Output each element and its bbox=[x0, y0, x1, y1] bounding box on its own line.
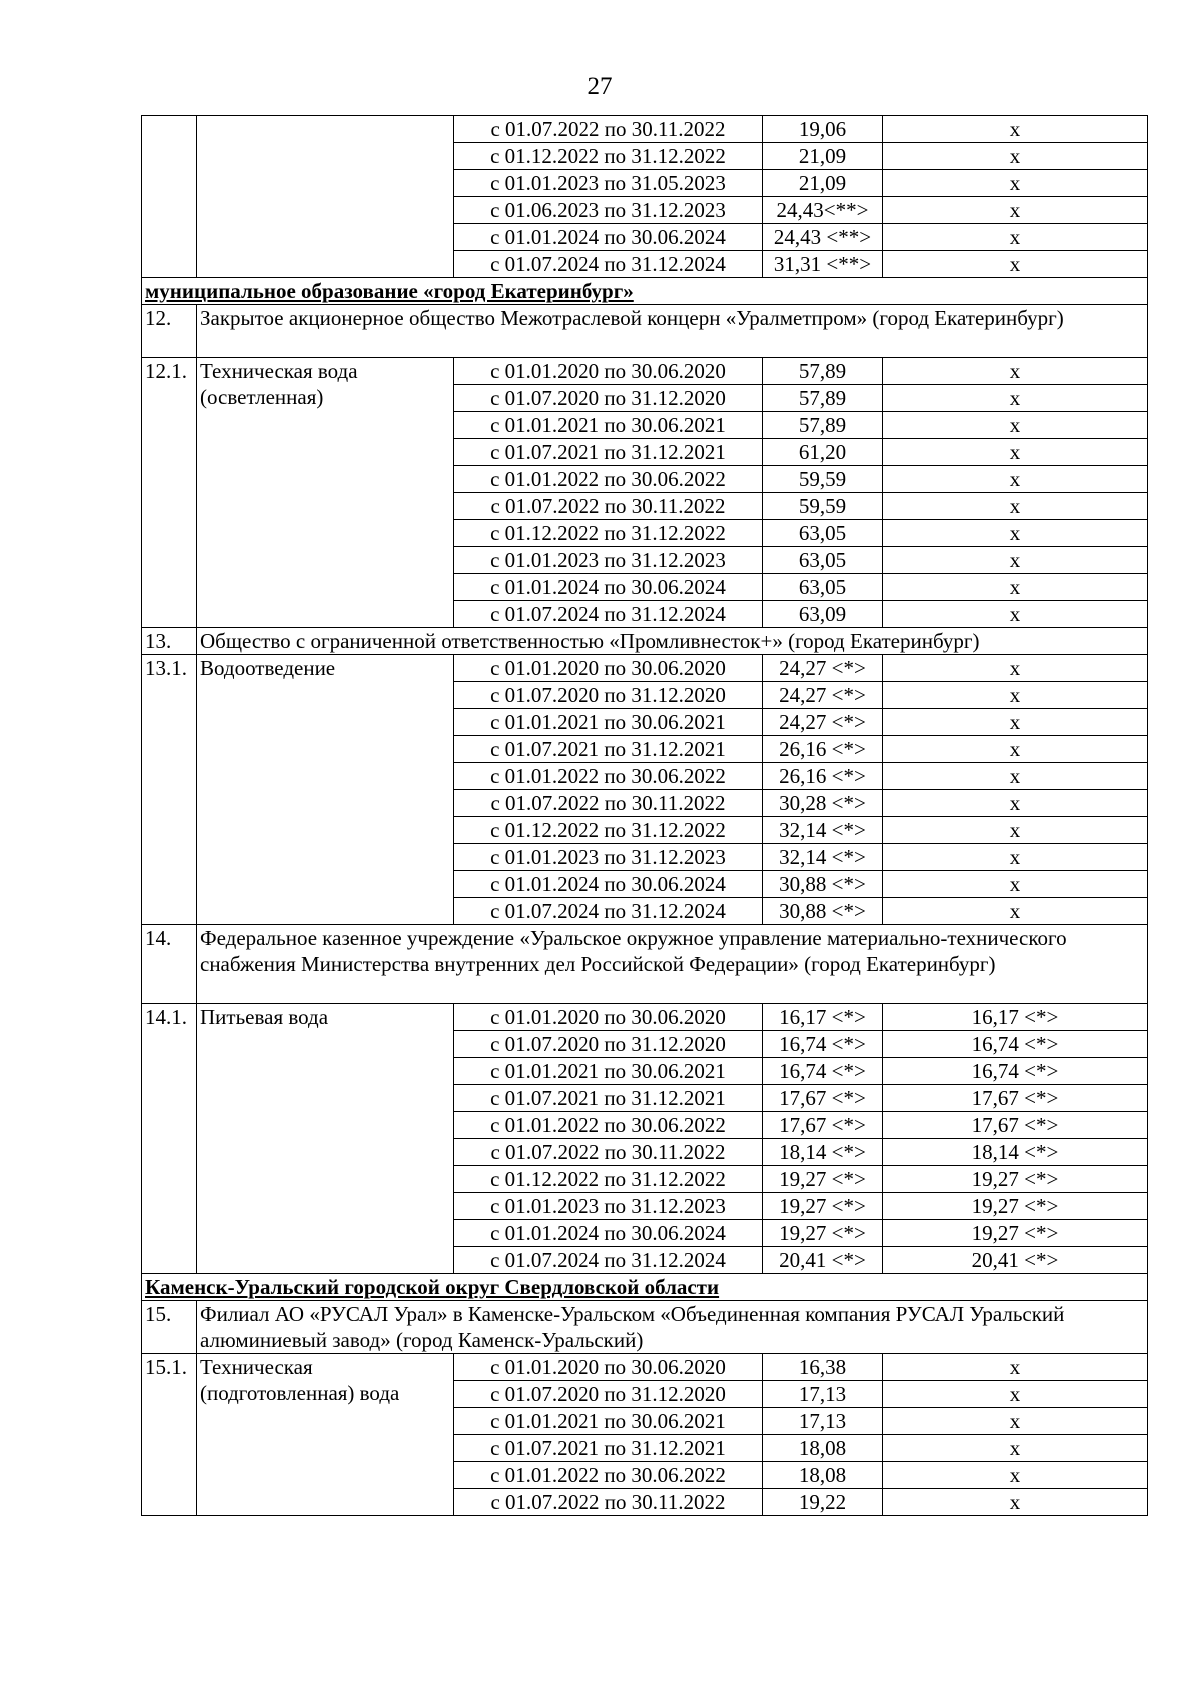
rate-cell: 63,05 bbox=[763, 520, 883, 547]
rate-cell: 24,43<**> bbox=[763, 197, 883, 224]
rate-cell-2: 17,67 <*> bbox=[883, 1085, 1148, 1112]
period-cell: с 01.01.2021 по 30.06.2021 bbox=[454, 1058, 763, 1085]
rate-cell-2: х bbox=[883, 412, 1148, 439]
rate-cell-2: х bbox=[883, 790, 1148, 817]
period-cell: с 01.01.2024 по 30.06.2024 bbox=[454, 1220, 763, 1247]
organization-row bbox=[142, 305, 1148, 358]
section-title: муниципальное образование «город Екатеринбург» bbox=[142, 278, 1148, 305]
period-cell: с 01.07.2021 по 31.12.2021 bbox=[454, 1085, 763, 1112]
rate-cell-2: х bbox=[883, 574, 1148, 601]
row-number: 14.1. bbox=[142, 1004, 197, 1274]
period-cell: с 01.07.2020 по 31.12.2020 bbox=[454, 682, 763, 709]
rate-cell-2: х bbox=[883, 170, 1148, 197]
rate-cell-2: х bbox=[883, 1381, 1148, 1408]
rate-cell-2: х bbox=[883, 709, 1148, 736]
rate-cell: 18,08 bbox=[763, 1462, 883, 1489]
rate-cell-2: х bbox=[883, 817, 1148, 844]
rate-cell-2: х bbox=[883, 763, 1148, 790]
rate-cell: 24,27 <*> bbox=[763, 682, 883, 709]
period-cell: с 01.01.2020 по 30.06.2020 bbox=[454, 358, 763, 385]
rate-cell: 19,06 bbox=[763, 116, 883, 143]
rate-cell: 61,20 bbox=[763, 439, 883, 466]
rate-cell-2: х bbox=[883, 143, 1148, 170]
rate-cell-2: 16,17 <*> bbox=[883, 1004, 1148, 1031]
rate-cell: 30,88 <*> bbox=[763, 898, 883, 925]
table-row bbox=[142, 116, 1148, 143]
table-row bbox=[142, 358, 1148, 385]
rate-cell: 26,16 <*> bbox=[763, 763, 883, 790]
period-cell: с 01.01.2023 по 31.12.2023 bbox=[454, 1193, 763, 1220]
row-number: 15. bbox=[142, 1301, 197, 1354]
rate-cell: 17,13 bbox=[763, 1381, 883, 1408]
rate-cell: 57,89 bbox=[763, 385, 883, 412]
service-name: Водоотведение bbox=[197, 655, 454, 925]
service-name bbox=[197, 116, 454, 278]
organization-row bbox=[142, 1301, 1148, 1354]
period-cell: с 01.07.2022 по 30.11.2022 bbox=[454, 790, 763, 817]
period-cell: с 01.01.2020 по 30.06.2020 bbox=[454, 1004, 763, 1031]
rate-cell-2: х bbox=[883, 493, 1148, 520]
period-cell: с 01.12.2022 по 31.12.2022 bbox=[454, 143, 763, 170]
period-cell: с 01.12.2022 по 31.12.2022 bbox=[454, 817, 763, 844]
rate-cell: 31,31 <**> bbox=[763, 251, 883, 278]
period-cell: с 01.01.2022 по 30.06.2022 bbox=[454, 1462, 763, 1489]
rate-cell: 63,05 bbox=[763, 574, 883, 601]
rate-cell: 19,27 <*> bbox=[763, 1166, 883, 1193]
period-cell: с 01.01.2024 по 30.06.2024 bbox=[454, 574, 763, 601]
rate-cell: 18,08 bbox=[763, 1435, 883, 1462]
rate-cell-2: х bbox=[883, 871, 1148, 898]
period-cell: с 01.01.2020 по 30.06.2020 bbox=[454, 1354, 763, 1381]
rate-cell-2: 19,27 <*> bbox=[883, 1166, 1148, 1193]
period-cell: с 01.01.2021 по 30.06.2021 bbox=[454, 1408, 763, 1435]
service-name: Питьевая вода bbox=[197, 1004, 454, 1274]
rate-cell: 21,09 bbox=[763, 170, 883, 197]
rate-cell-2: 16,74 <*> bbox=[883, 1031, 1148, 1058]
rate-cell: 20,41 <*> bbox=[763, 1247, 883, 1274]
period-cell: с 01.01.2023 по 31.05.2023 bbox=[454, 170, 763, 197]
rate-cell: 63,05 bbox=[763, 547, 883, 574]
rate-cell: 17,13 bbox=[763, 1408, 883, 1435]
service-name: Техническая вода (осветленная) bbox=[197, 358, 454, 628]
rate-cell-2: х bbox=[883, 466, 1148, 493]
rate-cell: 19,22 bbox=[763, 1489, 883, 1516]
row-number: 13. bbox=[142, 628, 197, 655]
period-cell: с 01.07.2020 по 31.12.2020 bbox=[454, 385, 763, 412]
rate-cell-2: х bbox=[883, 1489, 1148, 1516]
period-cell: с 01.07.2022 по 30.11.2022 bbox=[454, 1489, 763, 1516]
organization-name: Закрытое акционерное общество Межотраслевой концерн «Уралметпром» (город Екатеринбург) bbox=[197, 305, 1148, 358]
section-title: Каменск-Уральский городской округ Свердловской области bbox=[142, 1274, 1148, 1301]
organization-name: Общество с ограниченной ответственностью «Промливнесток+» (город Екатеринбург) bbox=[197, 628, 1148, 655]
period-cell: с 01.07.2024 по 31.12.2024 bbox=[454, 251, 763, 278]
period-cell: с 01.01.2022 по 30.06.2022 bbox=[454, 763, 763, 790]
service-name: Техническая (подготовленная) вода bbox=[197, 1354, 454, 1516]
period-cell: с 01.07.2022 по 30.11.2022 bbox=[454, 116, 763, 143]
rate-cell: 18,14 <*> bbox=[763, 1139, 883, 1166]
period-cell: с 01.01.2022 по 30.06.2022 bbox=[454, 466, 763, 493]
rate-cell-2: 19,27 <*> bbox=[883, 1220, 1148, 1247]
rate-cell-2: 20,41 <*> bbox=[883, 1247, 1148, 1274]
rate-cell: 63,09 bbox=[763, 601, 883, 628]
period-cell: с 01.07.2021 по 31.12.2021 bbox=[454, 736, 763, 763]
tariff-table bbox=[141, 115, 1148, 1516]
rate-cell: 57,89 bbox=[763, 358, 883, 385]
table-row bbox=[142, 1004, 1148, 1031]
table-row bbox=[142, 655, 1148, 682]
period-cell: с 01.01.2024 по 30.06.2024 bbox=[454, 871, 763, 898]
rate-cell-2: х bbox=[883, 601, 1148, 628]
rate-cell-2: 17,67 <*> bbox=[883, 1112, 1148, 1139]
rate-cell: 32,14 <*> bbox=[763, 817, 883, 844]
rate-cell: 19,27 <*> bbox=[763, 1220, 883, 1247]
rate-cell-2: х bbox=[883, 116, 1148, 143]
rate-cell-2: 19,27 <*> bbox=[883, 1193, 1148, 1220]
period-cell: с 01.07.2022 по 30.11.2022 bbox=[454, 493, 763, 520]
row-number: 12. bbox=[142, 305, 197, 358]
rate-cell: 24,27 <*> bbox=[763, 655, 883, 682]
rate-cell-2: х bbox=[883, 682, 1148, 709]
period-cell: с 01.01.2021 по 30.06.2021 bbox=[454, 709, 763, 736]
period-cell: с 01.07.2024 по 31.12.2024 bbox=[454, 601, 763, 628]
rate-cell-2: х bbox=[883, 1408, 1148, 1435]
period-cell: с 01.12.2022 по 31.12.2022 bbox=[454, 1166, 763, 1193]
rate-cell-2: х bbox=[883, 1435, 1148, 1462]
rate-cell-2: х bbox=[883, 358, 1148, 385]
rate-cell: 30,88 <*> bbox=[763, 871, 883, 898]
rate-cell: 16,74 <*> bbox=[763, 1031, 883, 1058]
rate-cell: 59,59 bbox=[763, 466, 883, 493]
period-cell: с 01.07.2020 по 31.12.2020 bbox=[454, 1381, 763, 1408]
rate-cell-2: х bbox=[883, 385, 1148, 412]
rate-cell-2: х bbox=[883, 1354, 1148, 1381]
rate-cell-2: х bbox=[883, 251, 1148, 278]
period-cell: с 01.01.2021 по 30.06.2021 bbox=[454, 412, 763, 439]
section-row bbox=[142, 1274, 1148, 1301]
rate-cell-2: х bbox=[883, 1462, 1148, 1489]
rate-cell: 21,09 bbox=[763, 143, 883, 170]
row-number: 13.1. bbox=[142, 655, 197, 925]
period-cell: с 01.07.2024 по 31.12.2024 bbox=[454, 1247, 763, 1274]
rate-cell-2: х bbox=[883, 898, 1148, 925]
organization-name: Федеральное казенное учреждение «Уральское окружное управление материально-технического снабжения Министерства внутренних дел Российской Федерации» (город Екатеринбург) bbox=[197, 925, 1148, 1004]
period-cell: с 01.07.2021 по 31.12.2021 bbox=[454, 1435, 763, 1462]
rate-cell-2: 16,74 <*> bbox=[883, 1058, 1148, 1085]
organization-name: Филиал АО «РУСАЛ Урал» в Каменске-Уральском «Объединенная компания РУСАЛ Уральский алюминиевый завод» (город Каменск-Уральский) bbox=[197, 1301, 1148, 1354]
period-cell: с 01.01.2023 по 31.12.2023 bbox=[454, 844, 763, 871]
period-cell: с 01.06.2023 по 31.12.2023 bbox=[454, 197, 763, 224]
row-number: 12.1. bbox=[142, 358, 197, 628]
rate-cell-2: х bbox=[883, 547, 1148, 574]
period-cell: с 01.07.2024 по 31.12.2024 bbox=[454, 898, 763, 925]
table-row bbox=[142, 1354, 1148, 1381]
rate-cell-2: х bbox=[883, 655, 1148, 682]
section-row bbox=[142, 278, 1148, 305]
period-cell: с 01.12.2022 по 31.12.2022 bbox=[454, 520, 763, 547]
rate-cell-2: х bbox=[883, 844, 1148, 871]
rate-cell: 26,16 <*> bbox=[763, 736, 883, 763]
rate-cell: 30,28 <*> bbox=[763, 790, 883, 817]
period-cell: с 01.07.2022 по 30.11.2022 bbox=[454, 1139, 763, 1166]
rate-cell: 59,59 bbox=[763, 493, 883, 520]
rate-cell: 16,38 bbox=[763, 1354, 883, 1381]
period-cell: с 01.01.2022 по 30.06.2022 bbox=[454, 1112, 763, 1139]
rate-cell: 17,67 <*> bbox=[763, 1112, 883, 1139]
rate-cell: 16,17 <*> bbox=[763, 1004, 883, 1031]
rate-cell: 24,27 <*> bbox=[763, 709, 883, 736]
period-cell: с 01.01.2023 по 31.12.2023 bbox=[454, 547, 763, 574]
rate-cell: 57,89 bbox=[763, 412, 883, 439]
rate-cell: 16,74 <*> bbox=[763, 1058, 883, 1085]
rate-cell: 17,67 <*> bbox=[763, 1085, 883, 1112]
row-number: 14. bbox=[142, 925, 197, 1004]
rate-cell-2: х bbox=[883, 224, 1148, 251]
rate-cell: 19,27 <*> bbox=[763, 1193, 883, 1220]
period-cell: с 01.07.2021 по 31.12.2021 bbox=[454, 439, 763, 466]
tariff-table-body bbox=[142, 116, 1148, 1516]
rate-cell: 24,43 <**> bbox=[763, 224, 883, 251]
rate-cell-2: 18,14 <*> bbox=[883, 1139, 1148, 1166]
page-number: 27 bbox=[587, 73, 613, 100]
organization-row bbox=[142, 628, 1148, 655]
rate-cell: 32,14 <*> bbox=[763, 844, 883, 871]
period-cell: с 01.01.2020 по 30.06.2020 bbox=[454, 655, 763, 682]
rate-cell-2: х bbox=[883, 520, 1148, 547]
row-number: 15.1. bbox=[142, 1354, 197, 1516]
rate-cell-2: х bbox=[883, 439, 1148, 466]
row-number bbox=[142, 116, 197, 278]
rate-cell-2: х bbox=[883, 736, 1148, 763]
period-cell: с 01.01.2024 по 30.06.2024 bbox=[454, 224, 763, 251]
organization-row bbox=[142, 925, 1148, 1004]
period-cell: с 01.07.2020 по 31.12.2020 bbox=[454, 1031, 763, 1058]
rate-cell-2: х bbox=[883, 197, 1148, 224]
